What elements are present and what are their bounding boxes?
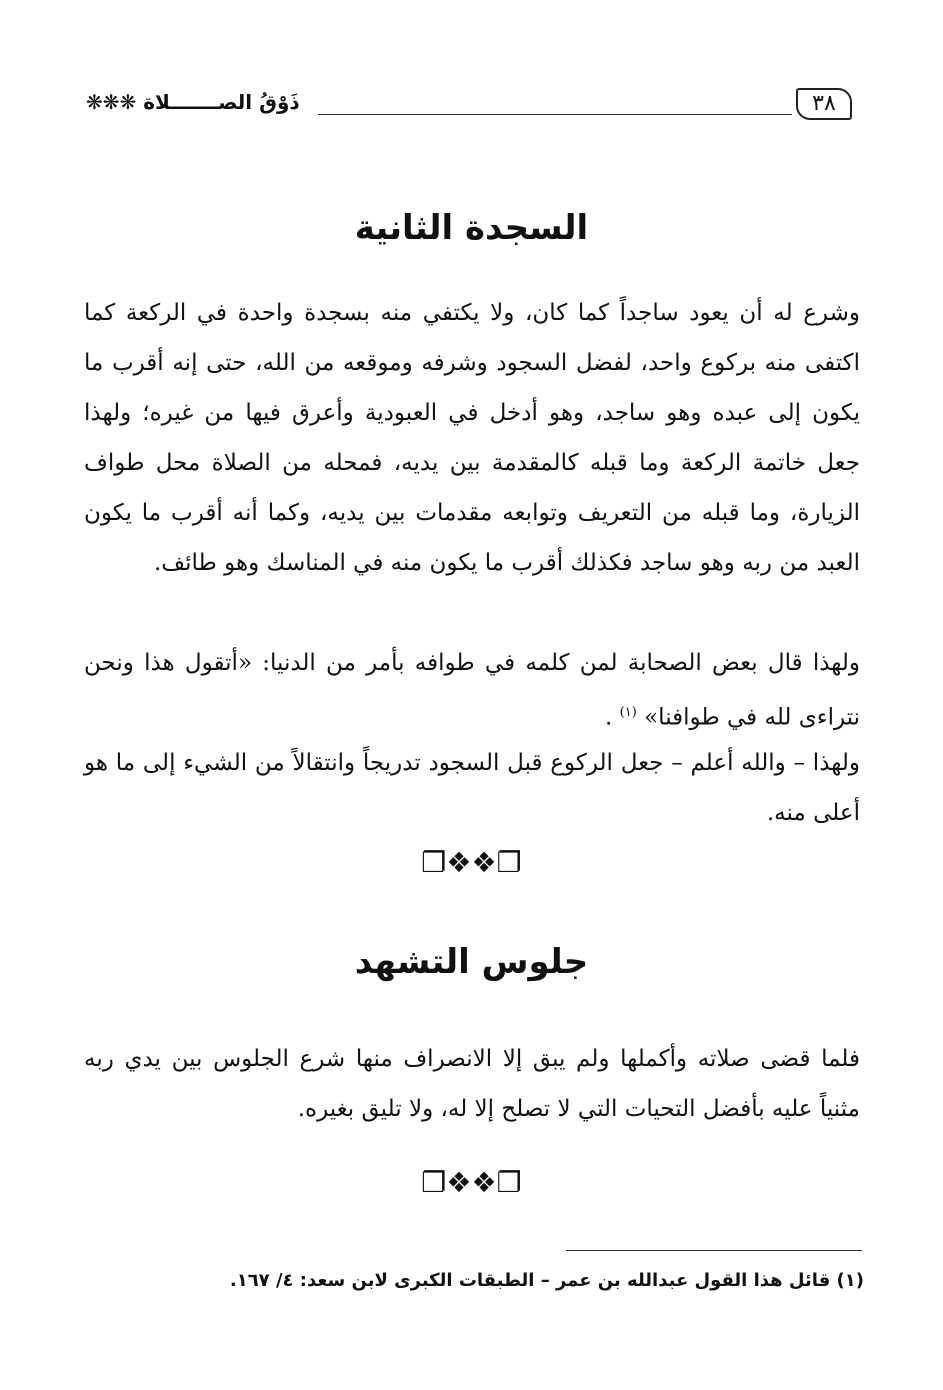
quote-text: ولهذا قال بعض الصحابة لمن كلمه في طوافه بأمر من الدنيا: «أتقول هذا ونحن نتراءى لله في طوافنا» [84, 650, 860, 731]
footnote-ref[interactable]: (١) [619, 705, 637, 720]
section-title-tashahhud: جلوس التشهد [354, 942, 589, 982]
paragraph-gradation: ولهذا – والله أعلم – جعل الركوع قبل السجود تدريجاً وانتقالاً من الشيء إلى ما هو أعلى منه. [84, 750, 860, 826]
header-rule [318, 114, 792, 115]
paragraph-tashahhud: فلما قضى صلاته وأكملها ولم يبق إلا الانصراف منها شرع الجلوس بين يدي ربه مثنياً عليه بأفضل التحيات التي لا تصلح إلا له، ولا تليق بغيره. [84, 1046, 860, 1122]
paragraph-prostration: وشرع له أن يعود ساجداً كما كان، ولا يكتفي منه بسجدة واحدة في الركعة كما اكتفى منه بركوع واحد، لفضل السجود وشرفه وموقعه من الله، حتى إنه أقرب ما يكون إلى عبده وهو ساجد، وهو أدخل في العبودية وأعرق فيها من غيره؛ ولهذا جعل خاتمة الركعة وما قبله كالمقدمة بين يديه، فمحله من الصلاة محل طواف الزيارة، وما قبله من التعريف وتوابعه مقدمات بين يديه، وكما أنه أقرب ما يكون العبد من ربه وهو ساجد فكذلك أقرب ما يكون منه في المناسك وهو طائف. [84, 300, 860, 576]
section-title-second-prostration: السجدة الثانية [354, 208, 589, 248]
running-header [80, 86, 860, 126]
section-divider-ornament-2: ❐❖❖❐ [421, 1166, 522, 1199]
page-number: ٣٨ [796, 88, 852, 120]
paragraph-companion-quote: ولهذا قال بعض الصحابة لمن كلمه في طوافه بأمر من الدنيا: «أتقول هذا ونحن نتراءى لله في طوافنا» $^{(١)}$ . [84, 650, 860, 731]
book-title: ذَوْقُ الصـــــــلاة ❋❋❋ [86, 90, 300, 114]
footnote: (١) قائل هذا القول عبدالله بن عمر – الطبقات الكبرى لابن سعد: ٤/ ١٦٧. [229, 1270, 864, 1291]
section-divider-ornament: ❐❖❖❐ [421, 846, 522, 879]
footnote-rule [566, 1250, 862, 1251]
